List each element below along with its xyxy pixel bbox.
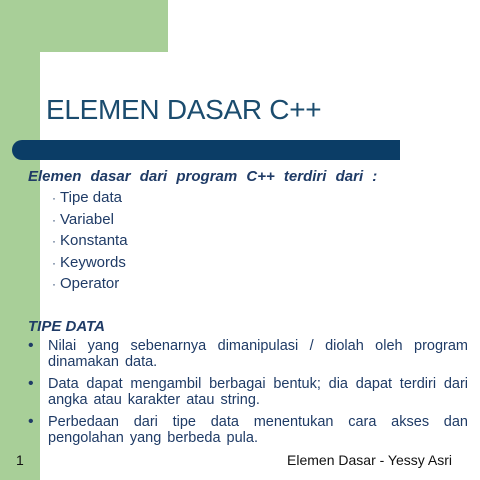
intro-text: Elemen dasar dari program C++ terdiri dari :	[28, 168, 378, 185]
dot-bullet-icon: ·	[52, 277, 56, 291]
list-item: · Operator	[52, 275, 120, 292]
bullet-icon: •	[28, 337, 34, 354]
list-item: · Tipe data	[52, 189, 122, 206]
decorative-green-header-block	[0, 0, 168, 52]
section-heading: TIPE DATA	[28, 318, 105, 335]
dot-bullet-icon: ·	[52, 212, 56, 227]
list-item: • Data dapat mengambil berbagai bentuk; dia dapat terdiri dari angka atau karakter atau string.	[28, 375, 468, 408]
bullet-icon: •	[28, 375, 34, 392]
dot-bullet-icon: ·	[52, 255, 56, 270]
slide-number: 1	[16, 452, 24, 468]
bullet-icon: •	[28, 413, 34, 430]
bullet-list	[28, 338, 468, 452]
dot-bullet-icon: ·	[52, 191, 56, 205]
element-list	[52, 188, 128, 296]
list-item: · Konstanta	[52, 232, 128, 249]
title-underline-bar	[12, 140, 400, 160]
list-item: · Variabel	[52, 210, 114, 228]
list-item: · Keywords	[52, 253, 126, 271]
footer-text: Elemen Dasar - Yessy Asri	[287, 452, 452, 468]
dot-bullet-icon: ·	[52, 234, 56, 248]
list-item: • Nilai yang sebenarnya dimanipulasi / diolah oleh program dinamakan data.	[28, 337, 468, 370]
slide-title: ELEMEN DASAR C++	[46, 94, 322, 125]
list-item: • Perbedaan dari tipe data menentukan cara akses dan pengolahan yang berbeda pula.	[28, 413, 468, 446]
